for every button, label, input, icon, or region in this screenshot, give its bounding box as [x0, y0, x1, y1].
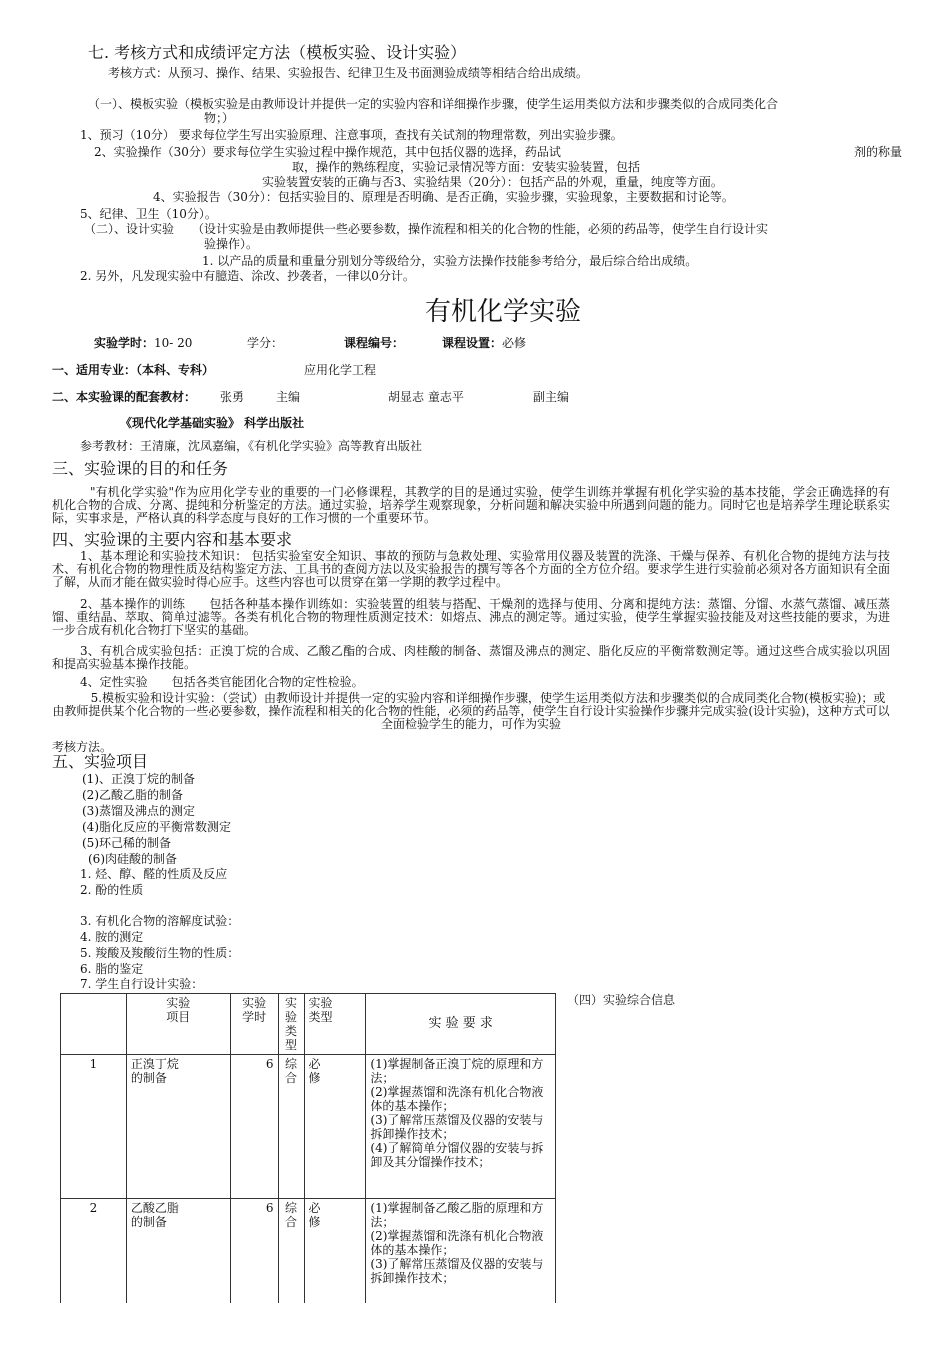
setting-label: 课程设置： [442, 336, 503, 350]
header-item: 实验 项目 [126, 994, 230, 1055]
row-type: 必 修 [304, 1199, 366, 1303]
project-item: 1. 烃、醇、醛的性质及反应 [80, 867, 228, 881]
purpose-heading: 三、实验课的目的和任务 [52, 459, 229, 478]
project-item: 7. 学生自行设计实验： [80, 977, 204, 991]
project-item: (4)脂化反应的平衡常数测定 [82, 820, 231, 834]
major-value: 应用化学工程 [304, 363, 377, 377]
row-kind: 综 合 [278, 1199, 304, 1303]
template-exp-text-cont: 物；） [204, 111, 235, 125]
project-item: 2. 酚的性质 [80, 883, 144, 897]
header-kind: 实 验 类 型 [278, 994, 304, 1055]
content-p5: 5.模板实验和设计实验：（尝试）由教师设计并提供一定的实验内容和详细操作步骤，使学生运用类似方法和步骤类似的合成同类化合物(模板实验)；或由教师提供某个化合物的一些必要参数，操作流程和相关的化合物的性能，必须的药品等，使学生自行设计实验操作步骤并完成实验(设计实验)，这种方式可以全面检验学生的能力，可作为实验 [52, 691, 890, 731]
table-row [61, 1199, 556, 1303]
table-row [61, 1055, 556, 1199]
content-p4: 4、定性实验 包括各类官能团化合物的定性检验。 [80, 675, 364, 689]
project-item: 3. 有机化合物的溶解度试验： [80, 914, 240, 928]
header-no [61, 994, 127, 1055]
content-heading: 四、实验课的主要内容和基本要求 [52, 530, 293, 549]
major-label: 一、适用专业：（本科、专科） [52, 363, 215, 377]
content-p5-end: 考核方法。 [52, 740, 113, 754]
row-hours: 6 [230, 1199, 278, 1303]
project-item: (1)、正溴丁烷的制备 [82, 772, 195, 786]
rule-operation-cont: 取，操作的熟练程度，实验记录情况等方面：安装实验装置，包括 [292, 160, 641, 174]
row-no: 2 [61, 1199, 127, 1303]
purpose-text: "有机化学实验"作为应用化学专业的重要的一门必修课程，其教学的目的是通过实验，使学生训练并掌握有机化学实验的基本技能，学会正确选择的有机化合物的合成、分离、提纯和分析鉴定的方法。通过实验，培养学生观察现象，分析问题和解决实验中所遇到问题的能力。同时它也是培养学生理论联系实际，实事求是，严格认真的科学态度与良好的工作习惯的一个重要环节。 [52, 485, 890, 525]
hours-label: 实验学时： [94, 336, 155, 350]
project-item: 6. 脂的鉴定 [80, 962, 144, 976]
design-rule-2: 2. 另外，凡发现实验中有臆造、涂改、抄袭者，一律以0分计。 [80, 269, 415, 283]
project-item: (2)乙酸乙脂的制备 [82, 788, 183, 802]
row-type: 必 修 [304, 1055, 366, 1199]
projects-heading: 五、实验项目 [52, 752, 149, 771]
reference-book: 参考教材：王清廉，沈凤嘉编，《有机化学实验》高等教育出版社 [80, 439, 423, 453]
editor-1: 张勇 [220, 390, 245, 404]
editor-2-role: 副主编 [533, 390, 570, 404]
setting-row [442, 336, 526, 350]
rule-operation-right: 剂的称量 [854, 145, 903, 159]
row-no: 1 [61, 1055, 127, 1199]
code-label: 课程编号： [344, 336, 405, 350]
assessment-intro: 考核方式：从预习、操作、结果、实验报告、纪律卫生及书面测验成绩等相结合给出成绩。 [108, 66, 589, 80]
project-item: (3)蒸馏及沸点的测定 [82, 804, 195, 818]
row-kind: 综 合 [278, 1055, 304, 1199]
rule-result: 实验装置安装的正确与否3、实验结果（20分）：包括产品的外观，重量，纯度等方面。 [262, 175, 723, 189]
content-p2: 2、基本操作的训练 包括各种基本操作训练如：实验装置的组装与搭配、干燥剂的选择与使用、分离和提纯方法：蒸馏、分馏、水蒸气蒸馏、减压蒸馏、重结晶、萃取、简单过滤等。各类有机化合物的物理性质测定技术：如熔点、沸点的测定等。通过实验，使学生掌握实验技能及对这些技能的要求，为进一步合成有机化合物打下坚实的基础。 [52, 597, 890, 637]
course-info-row [94, 336, 192, 350]
header-hours: 实验 学时 [230, 994, 278, 1055]
template-exp-text: （一）、模板实验（模板实验是由教师设计并提供一定的实验内容和详细操作步骤，使学生运用类似方法和步骤类似的合成同类化合 [88, 97, 779, 111]
project-item: 4. 胺的测定 [80, 930, 144, 944]
row-requirements: (1)掌握制备乙酸乙脂的原理和方法； (2)掌握蒸馏和洗涤有机化合物液体的基本操作； (3)了解常压蒸馏及仪器的安装与拆卸操作技术； [366, 1199, 556, 1303]
rule-report: 4、实验报告（30分）：包括实验目的、原理是否明确、是否正确，实验步骤，实验现象，主要数据和讨论等。 [153, 190, 734, 204]
design-exp-text-cont: 验操作）。 [204, 237, 259, 251]
editor-1-role: 主编 [276, 390, 301, 404]
comprehensive-info-heading: （四）实验综合信息 [567, 993, 676, 1007]
content-p3: 3、有机合成实验包括：正溴丁烷的合成、乙酸乙酯的合成、肉桂酸的制备、蒸馏及沸点的测定、脂化反应的平衡常数测定等。通过这些合成实验以巩固和提高实验基本操作技能。 [52, 644, 890, 671]
header-requirements: 实 验 要 求 [366, 994, 556, 1055]
experiment-table [60, 993, 556, 1303]
course-title: 有机化学实验 [425, 297, 582, 327]
rule-discipline: 5、纪律、卫生（10分）。 [80, 207, 217, 221]
row-requirements: (1)掌握制备正溴丁烷的原理和方法； (2)掌握蒸馏和洗涤有机化合物液体的基本操作； (3)了解常压蒸馏及仪器的安装与拆卸操作技术； (4)了解简单分馏仪器的安装与拆卸及其分馏操作技术； [366, 1055, 556, 1199]
design-exp-text: （二）、设计实验 （设计实验是由教师提供一些必要参数，操作流程和相关的化合物的性能，必须的药品等，使学生自行设计实 [84, 222, 769, 236]
editor-2: 胡显志 童志平 [388, 390, 464, 404]
textbook-label: 二、本实验课的配套教材： [52, 390, 197, 404]
design-rule-1: 1. 以产品的质量和重量分别划分等级给分，实验方法操作技能参考给分，最后综合给出成绩。 [202, 254, 698, 268]
rule-preview: 1、预习（10分） 要求每位学生写出实验原理、注意事项，查找有关试剂的物理常数，列出实验步骤。 [80, 128, 623, 142]
assessment-heading: 七. 考核方式和成绩评定方法（模板实验、设计实验） [88, 43, 467, 62]
row-hours: 6 [230, 1055, 278, 1199]
textbook-title: 《现代化学基础实验》 科学出版社 [120, 416, 305, 430]
hours-value: 10- 20 [154, 336, 193, 350]
content-p1: 1、基本理论和实验技术知识： 包括实验室安全知识、事故的预防与急救处理、实验常用仪器及装置的洗涤、干燥与保养、有机化合物的提纯方法与技术、有机化合物的物理性质及结构鉴定方法、工具书的查阅方法以及实验报告的撰写等各个方面的全方位介绍。要求学生进行实验前必须对各方面知识有全面了解，从而才能在做实验时得心应手。这些内容也可以贯穿在第一学期的教学过程中。 [52, 549, 890, 589]
header-type: 实验 类型 [304, 994, 366, 1055]
project-item: (6)肉硅酸的制备 [88, 852, 177, 866]
table-header-row [61, 994, 556, 1055]
row-name: 乙酸乙脂 的制备 [126, 1199, 230, 1303]
project-item: (5)环己稀的制备 [82, 836, 171, 850]
rule-operation: 2、实验操作（30分）要求每位学生实验过程中操作规范，其中包括仪器的选择，药品试 [94, 145, 561, 159]
credit-label: 学分： [247, 336, 284, 350]
project-item: 5. 羧酸及羧酸衍生物的性质： [80, 946, 240, 960]
setting-value: 必修 [502, 336, 527, 350]
row-name: 正溴丁烷 的制备 [126, 1055, 230, 1199]
